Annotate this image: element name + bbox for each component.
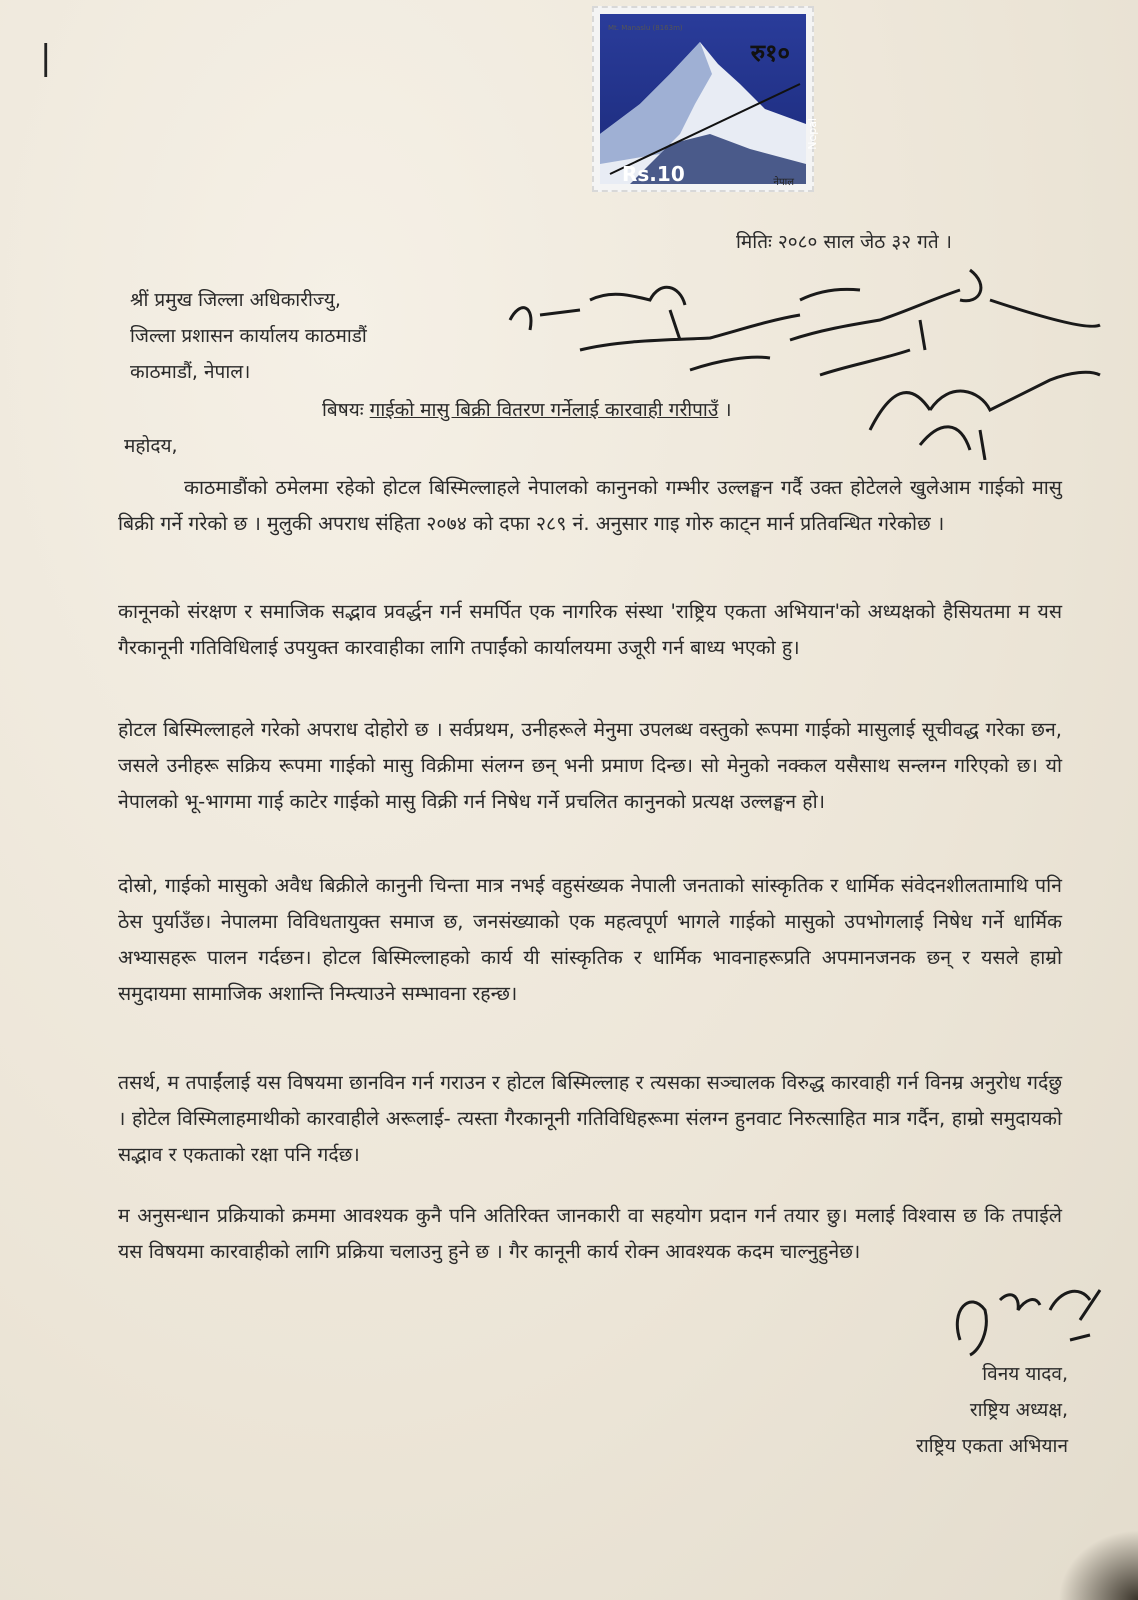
stamp-country-np: नेपाल [773, 177, 794, 188]
handwritten-note [490, 260, 1110, 460]
stamp-image [600, 14, 806, 184]
paragraph-5: तसर्थ, म तपाईंलाई यस विषयमा छानविन गर्न गराउन र होटल बिस्मिल्लाह र त्यसका सञ्चालक विरुद्ध कारवाही गर्न विनम्र अनुरोध गर्दछु । होटेल विस्मिलाहमाथीको कारवाहीले अरूलाई- त्यस्ता गैरकानूनी गतिविधिहरूमा संलग्न हुनवाट निरुत्साहित मात्र गर्दैन, हाम्रो समुदायको सद्भाव र एकताको रक्षा पनि गर्दछ। [118, 1071, 1062, 1166]
signatory-name: विनय यादव, [982, 1363, 1068, 1385]
paragraph-1: काठमाडौंको ठमेलमा रहेको होटल बिस्मिल्लाहले नेपालको कानुनको गम्भीर उल्लङ्घन गर्दै उक्त होटेलले खुलेआम गाईको मासु बिक्री गर्ने गरेको छ । मुलुकी अपराध संहिता २०७४ को दफा २८९ नं. अनुसार गाइ गोरु काट्न मार्न प्रतिवन्धित गरेकोछ । [118, 476, 1062, 535]
paragraph-6: म अनुसन्धान प्रक्रियाको क्रममा आवश्यक कुनै पनि अतिरिक्त जानकारी वा सहयोग प्रदान गर्न तयार छु। मलाई विश्वास छ कि तपाईले यस विषयमा कारवाहीको लागि प्रक्रिया चलाउनु हुने छ । गैर कानूनी कार्य रोक्न आवश्यक कदम चाल्नुहुनेछ। [118, 1204, 1062, 1263]
addressee-line-2: जिल्ला प्रशासन कार्यालय काठमाडौं [130, 325, 367, 347]
postage-stamp [592, 6, 819, 192]
paragraph-3: होटल बिस्मिल्लाहले गरेको अपराध दोहोरो छ । सर्वप्रथम, उनीहरूले मेनुमा उपलब्ध वस्तुको रूपमा गाईको मासुलाई सूचीवद्ध गरेका छन, जसले उनीहरू सक्रिय रूपमा गाईको मासु विक्रीमा संलग्न छन् भनी प्रमाण दिन्छ। सो मेनुको नक्कल यसैसाथ सन्लग्न गरिएको छ। यो नेपालको भू-भागमा गाई काटेर गाईको मासु विक्री गर्न निषेध गर्ने प्रचलित कानुनको प्रत्यक्ष उल्लङ्घन हो। [118, 718, 1062, 813]
margin-mark: | [40, 38, 52, 78]
stamp-country-en: Nepal [806, 118, 819, 150]
paragraph-4: दोस्रो, गाईको मासुको अवैध बिक्रीले कानुनी चिन्ता मात्र नभई वहुसंख्यक नेपाली जनताको सांस्कृतिक र धार्मिक संवेदनशीलतामाथि पनि ठेस पुर्याउँछ। नेपालमा विविधतायुक्त समाज छ, जनसंख्याको एक महत्वपूर्ण भागले गाईको मासुको उपभोगलाई निषेध गर्ने धार्मिक अभ्यासहरू पालन गर्दछन। होटल बिस्मिल्लाहको कार्य यी सांस्कृतिक र धार्मिक भावनाहरूप्रति अपमानजनक छन् र यसले हाम्रो समुदायमा सामाजिक अशान्ति निम्त्याउने सम्भावना रहन्छ। [118, 874, 1062, 1005]
addressee-line-3: काठमाडौं, नेपाल। [130, 361, 251, 383]
signatory-title: राष्ट्रिय अध्यक्ष, [969, 1399, 1068, 1421]
stamp-title: Mt. Manaslu (8163m) [608, 24, 683, 32]
subject-prefix: बिषयः [322, 399, 364, 421]
letter-date: मितिः २०८० साल जेठ ३२ गते । [736, 231, 952, 253]
stamp-value: रु१० [750, 39, 790, 67]
subject-suffix: । [724, 399, 732, 421]
salutation: महोदय, [124, 435, 178, 457]
subject-line [322, 396, 732, 422]
addressee-line-1: श्रीं प्रमुख जिल्ला अधिकारीज्यु, [130, 289, 341, 311]
stamp-rs-value: Rs.10 [622, 162, 685, 184]
subject-text: गाईको मासु बिक्री वितरण गर्नेलाई कारवाही गरीपाउँ [369, 399, 719, 421]
signatory-organization: राष्ट्रिय एकता अभियान [916, 1435, 1068, 1457]
page-shadow [1058, 1530, 1138, 1600]
paragraph-2: कानूनको संरक्षण र समाजिक सद्भाव प्रवर्द्धन गर्न समर्पित एक नागरिक संस्था 'राष्ट्रिय एकता अभियान'को अध्यक्षको हैसियतमा म यस गैरकानूनी गतिविधिलाई उपयुक्त कारवाहीका लागि तपाईंको कार्यालयमा उजूरी गर्न बाध्य भएको हु। [118, 600, 1062, 659]
